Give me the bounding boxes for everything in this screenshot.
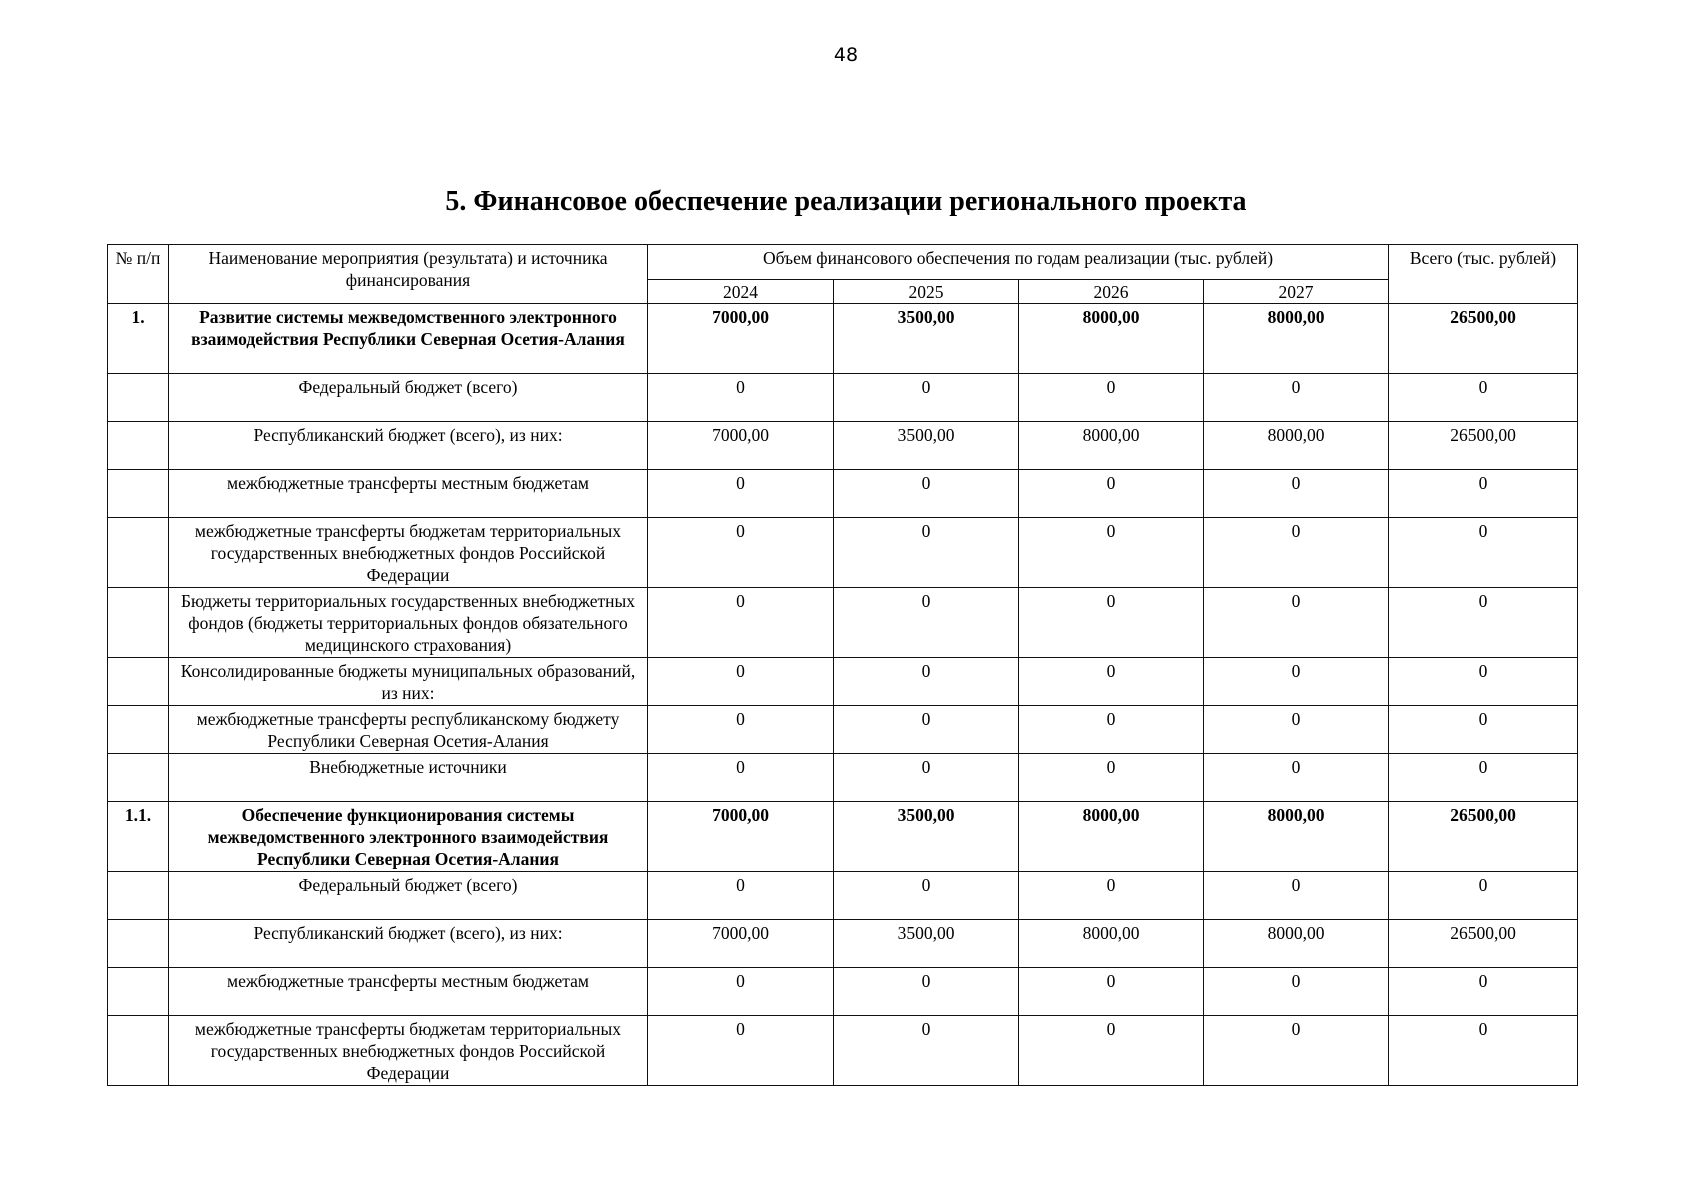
row-year-value: 0 — [1204, 470, 1389, 518]
row-year-value: 0 — [648, 658, 834, 706]
row-number — [108, 706, 169, 754]
row-year-value: 0 — [648, 374, 834, 422]
row-total: 0 — [1389, 658, 1578, 706]
row-total: 0 — [1389, 968, 1578, 1016]
row-year-value: 0 — [1204, 754, 1389, 802]
row-name: межбюджетные трансферты республиканскому бюджету Республики Северная Осетия-Алания — [169, 706, 648, 754]
table-row — [108, 588, 1578, 658]
row-year-value: 8000,00 — [1019, 422, 1204, 470]
table-row — [108, 1016, 1578, 1086]
row-year-value: 0 — [834, 968, 1019, 1016]
section-title: 5. Финансовое обеспечение реализации регионального проекта — [445, 186, 1247, 217]
row-year-value: 0 — [834, 588, 1019, 658]
row-total: 0 — [1389, 706, 1578, 754]
row-year-value: 0 — [834, 754, 1019, 802]
row-year-value: 0 — [648, 588, 834, 658]
row-number — [108, 1016, 169, 1086]
row-number: 1. — [108, 304, 169, 374]
row-name: межбюджетные трансферты местным бюджетам — [169, 470, 648, 518]
row-number — [108, 920, 169, 968]
row-name: Республиканский бюджет (всего), из них: — [169, 422, 648, 470]
row-name: Федеральный бюджет (всего) — [169, 374, 648, 422]
row-total: 26500,00 — [1389, 304, 1578, 374]
row-year-value: 8000,00 — [1019, 920, 1204, 968]
row-name: Бюджеты территориальных государственных внебюджетных фондов (бюджеты территориальных фондов обязательного медицинского страхования) — [169, 588, 648, 658]
table-row — [108, 374, 1578, 422]
row-name: межбюджетные трансферты бюджетам территориальных государственных внебюджетных фондов Российской Федерации — [169, 1016, 648, 1086]
row-year-value: 7000,00 — [648, 304, 834, 374]
row-year-value: 0 — [1204, 518, 1389, 588]
row-year-value: 0 — [1019, 968, 1204, 1016]
row-year-value: 0 — [1019, 518, 1204, 588]
table-row — [108, 872, 1578, 920]
row-year-value: 3500,00 — [834, 304, 1019, 374]
row-name: Консолидированные бюджеты муниципальных образований, из них: — [169, 658, 648, 706]
row-year-value: 8000,00 — [1204, 304, 1389, 374]
row-year-value: 8000,00 — [1019, 802, 1204, 872]
table-row — [108, 518, 1578, 588]
row-year-value: 8000,00 — [1204, 422, 1389, 470]
row-total: 0 — [1389, 872, 1578, 920]
row-year-value: 0 — [834, 470, 1019, 518]
row-year-value: 0 — [1019, 374, 1204, 422]
row-total: 26500,00 — [1389, 920, 1578, 968]
row-year-value: 8000,00 — [1204, 802, 1389, 872]
row-year-value: 0 — [1019, 754, 1204, 802]
row-year-value: 0 — [1019, 470, 1204, 518]
row-year-value: 0 — [834, 1016, 1019, 1086]
row-year-value: 0 — [834, 706, 1019, 754]
row-year-value: 0 — [1019, 872, 1204, 920]
row-total: 0 — [1389, 518, 1578, 588]
row-year-value: 0 — [1204, 872, 1389, 920]
row-name: межбюджетные трансферты местным бюджетам — [169, 968, 648, 1016]
row-year-value: 3500,00 — [834, 422, 1019, 470]
row-year-value: 0 — [1204, 588, 1389, 658]
row-year-value: 0 — [1204, 374, 1389, 422]
row-year-value: 0 — [1019, 1016, 1204, 1086]
row-year-value: 0 — [1204, 658, 1389, 706]
row-total: 26500,00 — [1389, 802, 1578, 872]
row-name: Республиканский бюджет (всего), из них: — [169, 920, 648, 968]
table-row — [108, 304, 1578, 374]
row-number — [108, 754, 169, 802]
header-row — [108, 245, 1578, 280]
row-year-value: 0 — [648, 706, 834, 754]
row-year-value: 0 — [834, 518, 1019, 588]
table-row — [108, 658, 1578, 706]
row-number — [108, 588, 169, 658]
row-year-value: 0 — [834, 658, 1019, 706]
financing-table — [107, 244, 1578, 1086]
row-name: Развитие системы межведомственного электронного взаимодействия Республики Северная Осетия-Алания — [169, 304, 648, 374]
row-year-value: 0 — [648, 872, 834, 920]
header-name: Наименование мероприятия (результата) и источника финансирования — [169, 245, 648, 304]
row-name: Внебюджетные источники — [169, 754, 648, 802]
row-year-value: 3500,00 — [834, 920, 1019, 968]
header-year: 2024 — [648, 280, 834, 304]
header-volume: Объем финансового обеспечения по годам реализации (тыс. рублей) — [648, 245, 1389, 280]
row-year-value: 7000,00 — [648, 802, 834, 872]
row-number — [108, 968, 169, 1016]
row-year-value: 8000,00 — [1019, 304, 1204, 374]
row-year-value: 7000,00 — [648, 920, 834, 968]
row-name: Обеспечение функционирования системы межведомственного электронного взаимодействия Республики Северная Осетия-Алания — [169, 802, 648, 872]
row-year-value: 0 — [1204, 1016, 1389, 1086]
row-year-value: 0 — [648, 754, 834, 802]
row-number — [108, 518, 169, 588]
row-year-value: 3500,00 — [834, 802, 1019, 872]
table-row — [108, 470, 1578, 518]
header-num: № п/п — [108, 245, 169, 304]
row-number — [108, 470, 169, 518]
row-total: 26500,00 — [1389, 422, 1578, 470]
row-year-value: 8000,00 — [1204, 920, 1389, 968]
table-row — [108, 754, 1578, 802]
row-year-value: 0 — [648, 968, 834, 1016]
row-number — [108, 872, 169, 920]
row-number — [108, 658, 169, 706]
row-total: 0 — [1389, 470, 1578, 518]
header-year: 2025 — [834, 280, 1019, 304]
table-row — [108, 422, 1578, 470]
table-row — [108, 968, 1578, 1016]
table-body — [108, 304, 1578, 1086]
row-name: Федеральный бюджет (всего) — [169, 872, 648, 920]
row-total: 0 — [1389, 374, 1578, 422]
table-row — [108, 706, 1578, 754]
row-year-value: 0 — [648, 518, 834, 588]
row-year-value: 0 — [1019, 706, 1204, 754]
row-number — [108, 422, 169, 470]
row-number — [108, 374, 169, 422]
table-row — [108, 802, 1578, 872]
row-year-value: 0 — [1019, 658, 1204, 706]
row-year-value: 0 — [1019, 588, 1204, 658]
row-number: 1.1. — [108, 802, 169, 872]
row-year-value: 0 — [1204, 706, 1389, 754]
row-year-value: 0 — [834, 872, 1019, 920]
row-year-value: 0 — [1204, 968, 1389, 1016]
row-year-value: 0 — [648, 470, 834, 518]
header-year: 2027 — [1204, 280, 1389, 304]
table-row — [108, 920, 1578, 968]
header-year: 2026 — [1019, 280, 1204, 304]
row-year-value: 0 — [834, 374, 1019, 422]
page-number: 48 — [833, 44, 859, 66]
row-year-value: 7000,00 — [648, 422, 834, 470]
row-total: 0 — [1389, 588, 1578, 658]
row-year-value: 0 — [648, 1016, 834, 1086]
header-total: Всего (тыс. рублей) — [1389, 245, 1578, 304]
row-name: межбюджетные трансферты бюджетам территориальных государственных внебюджетных фондов Российской Федерации — [169, 518, 648, 588]
row-total: 0 — [1389, 1016, 1578, 1086]
row-total: 0 — [1389, 754, 1578, 802]
